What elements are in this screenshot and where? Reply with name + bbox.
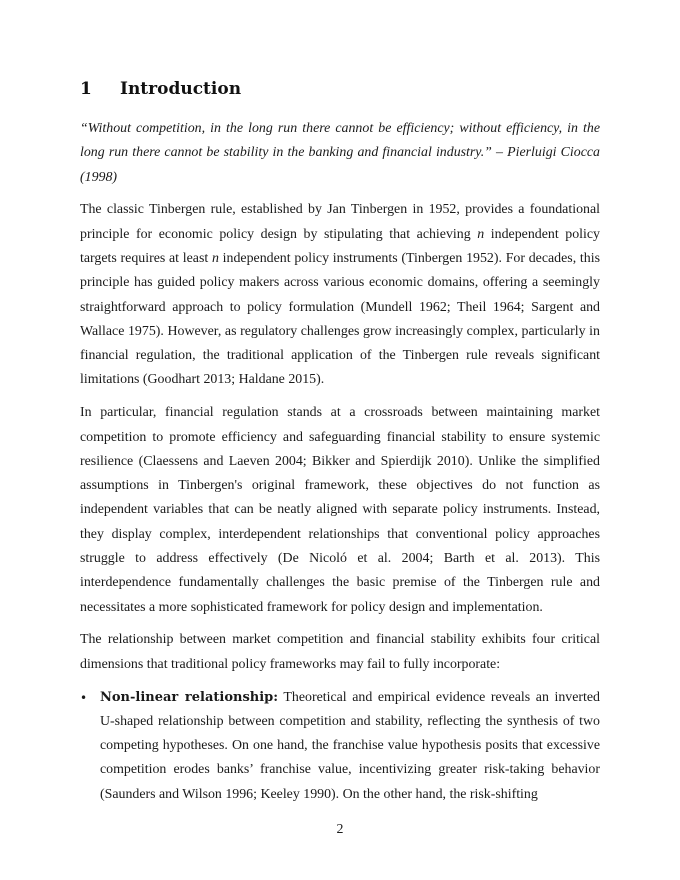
section-title: Introduction	[120, 79, 242, 99]
paragraph-1-part-b: independent policy targets requires at least	[80, 226, 600, 266]
bullet-icon: •	[80, 690, 88, 705]
section-number: 1	[80, 79, 92, 99]
body-text	[80, 117, 600, 807]
epigraph-attribution: – Pierluigi Ciocca (1998)	[80, 145, 600, 185]
page-number: 2	[336, 822, 344, 837]
epigraph-quote: “Without competition, in the long run there cannot be efficiency; without efficiency, in the long run there cannot be stability in the banking and financial industry.”	[80, 121, 600, 161]
bullet-text: Theoretical and empirical evidence reveals an inverted U-shaped relationship between competition and stability, reflecting the synthesis of two competing hypotheses. On one hand, the franchise value hypothesis posits that excessive competition erodes banks’ franchise value, incentivizing greater risk-taking behavior (Saunders and Wilson 1996; Keeley 1990). On the other hand, the risk-shifting	[100, 689, 600, 802]
paragraph-1-part-c: independent policy instruments (Tinbergen 1952). For decades, this principle has guided policy makers across various economic domains, offering a seemingly straightforward approach to policy formulation (Mundell 1962; Theil 1964; Sargent and Wallace 1975). However, as regulatory challenges grow increasingly complex, particularly in financial regulation, the traditional application of the Tinbergen rule reveals significant limitations (Goodhart 2013; Haldane 2015).	[80, 250, 600, 388]
paragraph-1-part-a: The classic Tinbergen rule, established by Jan Tinbergen in 1952, provides a foundational principle for economic policy design by stipulating that achieving	[80, 202, 600, 242]
paragraph-1-n-2: n	[211, 250, 219, 266]
list-item	[80, 686, 600, 807]
paragraph-3: The relationship between market competition and financial stability exhibits four critical dimensions that traditional policy frameworks may fail to fully incorporate:	[80, 632, 600, 672]
epigraph	[80, 117, 600, 190]
paragraph-1	[80, 198, 600, 392]
bullet-list	[80, 686, 600, 807]
section-heading	[80, 79, 241, 99]
paragraph-2: In particular, financial regulation stands at a crossroads between maintaining market competition to promote efficiency and safeguarding financial stability to ensure systemic resilience (Claessens and Laeven 2004; Bikker and Spierdijk 2010). Unlike the simplified assumptions in Tinbergen's original framework, these objectives do not function as independent variables that can be neatly aligned with separate policy instruments. Instead, they display complex, interdependent relationships that conventional policy approaches struggle to address effectively (De Nicoló et al. 2004; Barth et al. 2013). This interdependence fundamentally challenges the basic premise of the Tinbergen rule and necessitates a more sophisticated framework for policy design and implementation.	[80, 405, 600, 615]
bullet-title: Non-linear relationship:	[100, 689, 279, 705]
paragraph-1-n-1: n	[477, 226, 485, 242]
